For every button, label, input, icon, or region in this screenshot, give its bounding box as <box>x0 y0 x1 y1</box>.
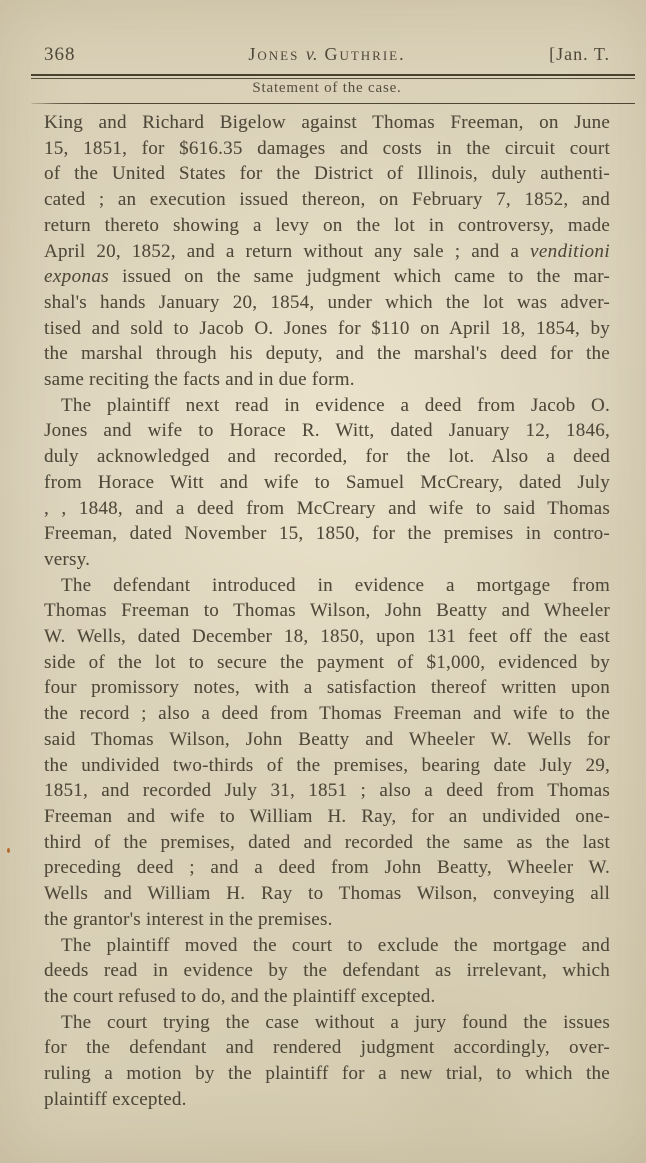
text-line: third of the premises, dated and recorded the same as the last <box>44 831 610 853</box>
text-line: Freeman and wife to William H. Ray, for an undivided one- <box>44 805 610 827</box>
text-line: W. Wells, dated December 18, 1850, upon 131 feet off the east <box>44 626 610 648</box>
page-number: 368 <box>44 44 76 65</box>
text-line: Wells and William H. Ray to Thomas Wilson, conveying all <box>44 883 610 905</box>
text-line: preceding deed ; and a deed from John Beatty, Wheeler W. <box>44 857 610 879</box>
text-line: 1851, and recorded July 31, 1851 ; also a deed from Thomas <box>44 780 610 802</box>
paragraph <box>44 573 610 933</box>
running-title: Jones v. Guthrie. <box>248 44 406 64</box>
text-line: side of the lot to secure the payment of $1,000, evidenced by <box>44 651 610 673</box>
text-line: King and Richard Bigelow against Thomas Freeman, on June <box>44 112 610 133</box>
page-header <box>44 44 610 66</box>
text-line: said Thomas Wilson, John Beatty and Wheeler W. Wells for <box>44 728 610 750</box>
text-line: the grantor's interest in the premises. <box>44 908 333 930</box>
text-line: Freeman, dated November 15, 1850, for the premises in contro- <box>44 523 610 545</box>
text-line: 15, 1851, for $616.35 damages and costs in the circuit court <box>44 137 610 159</box>
text-line: duly acknowledged and recorded, for the lot. Also a deed <box>44 446 610 468</box>
paragraph <box>44 110 610 393</box>
text-line: the marshal through his deputy, and the marshal's deed for the <box>44 343 610 365</box>
text-line: cated ; an execution issued thereon, on February 7, 1852, and <box>44 189 610 211</box>
text-line: , , 1848, and a deed from McCreary and wife to said Thomas <box>44 497 610 519</box>
body-text <box>44 110 610 1112</box>
paragraph <box>44 1010 610 1113</box>
text-line: for the defendant and rendered judgment accordingly, over- <box>44 1037 610 1059</box>
text-line: the court refused to do, and the plaintiff excepted. <box>44 985 436 1007</box>
text-line: four promissory notes, with a satisfaction thereof written upon <box>44 677 610 699</box>
text-line: plaintiff excepted. <box>44 1088 187 1110</box>
text-line: The plaintiff next read in evidence a deed from Jacob O. <box>61 394 610 416</box>
text-line: from Horace Witt and wife to Samuel McCreary, dated July <box>44 471 610 493</box>
text-line: Thomas Freeman to Thomas Wilson, John Beatty and Wheeler <box>44 600 610 622</box>
text-line: The defendant introduced in evidence a mortgage from <box>61 574 610 596</box>
text-line: shal's hands January 20, 1854, under which the lot was adver- <box>44 291 610 313</box>
text-line: Jones and wife to Horace R. Witt, dated January 12, 1846, <box>44 420 610 442</box>
text-line: return thereto showing a levy on the lot in controversy, made <box>44 214 610 236</box>
text-line: The plaintiff moved the court to exclude the mortgage and <box>61 934 610 956</box>
text-line: April 20, 1852, and a return without any sale ; and a venditioni <box>44 240 610 262</box>
text-line: the undivided two-thirds of the premises, bearing date July 29, <box>44 754 610 776</box>
text-line: deeds read in evidence by the defendant as irrelevant, which <box>44 960 610 982</box>
text-line: ruling a motion by the plaintiff for a new trial, to which the <box>44 1063 610 1085</box>
text-line: of the United States for the District of Illinois, duly authenti- <box>44 163 610 185</box>
header-double-rule <box>31 74 635 79</box>
text-line: exponas issued on the same judgment which came to the mar- <box>44 266 610 288</box>
ink-speck <box>7 848 10 853</box>
text-line: The court trying the case without a jury found the issues <box>61 1011 610 1033</box>
text-line: tised and sold to Jacob O. Jones for $110 on April 18, 1854, by <box>44 317 610 339</box>
paragraph <box>44 933 610 1010</box>
term-label: [Jan. T. <box>549 44 610 64</box>
text-line: the record ; also a deed from Thomas Freeman and wife to the <box>44 703 610 725</box>
text-line: versy. <box>44 548 91 570</box>
section-rule <box>31 103 635 104</box>
text-line: same reciting the facts and in due form. <box>44 369 355 391</box>
paragraph <box>44 393 610 573</box>
section-heading: Statement of the case. <box>252 80 402 96</box>
